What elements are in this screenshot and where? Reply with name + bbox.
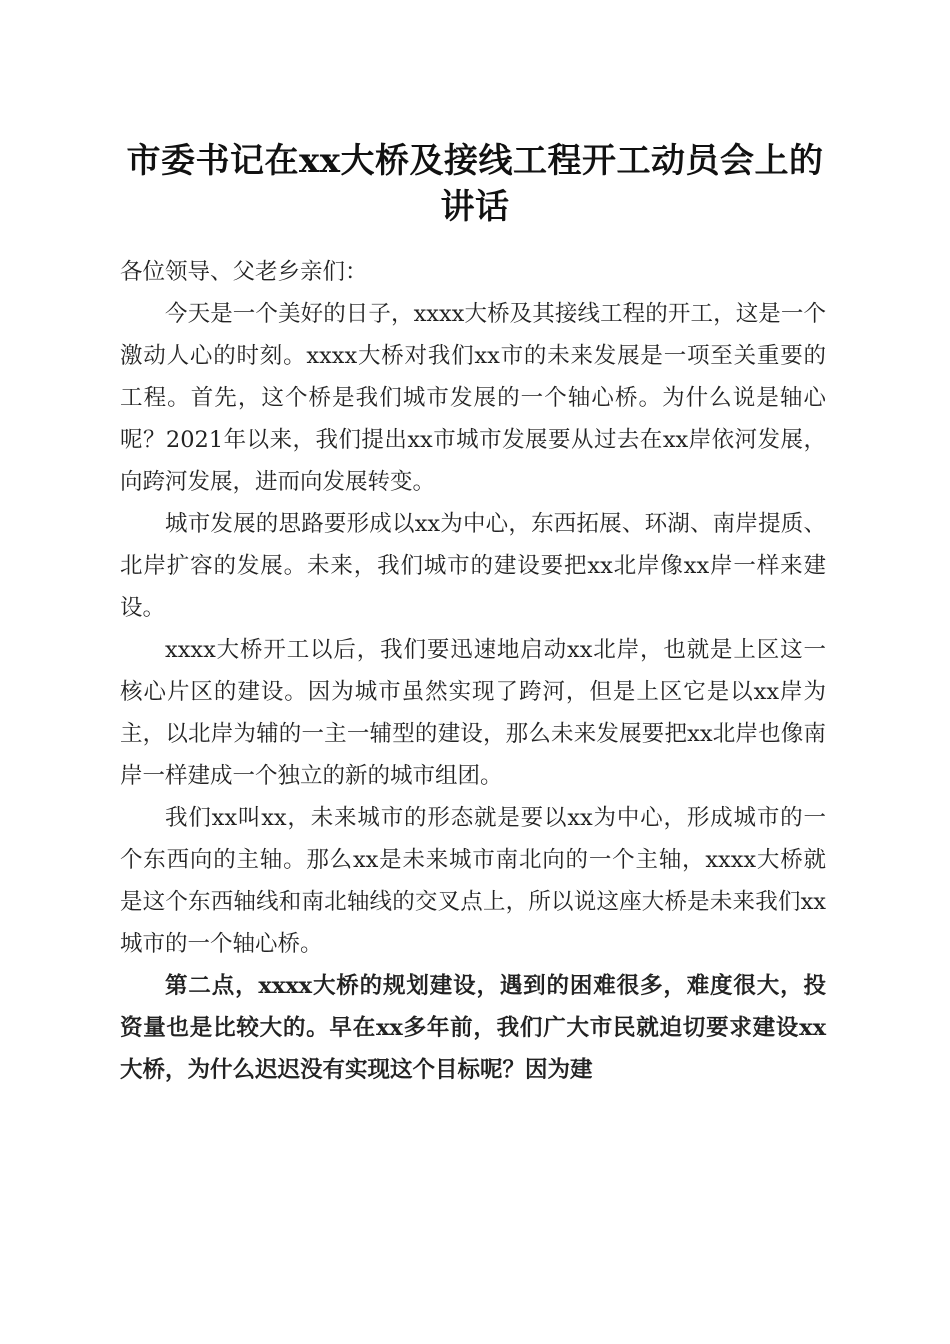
paragraph-1: 今天是一个美好的日子，xxxx大桥及其接线工程的开工，这是一个激动人心的时刻。xxxx大桥对我们xx市的未来发展是一项至关重要的工程。首先，这个桥是我们城市发展的一个轴心桥。为什么说是轴心呢？2021年以来，我们提出xx市城市发展要从过去在xx岸依河发展，向跨河发展，进而向发展转变。 <box>120 301 826 495</box>
document-body <box>120 251 826 1091</box>
document-title: 市委书记在xx大桥及接线工程开工动员会上的讲话 <box>126 141 824 227</box>
paragraph-3: xxxx大桥开工以后，我们要迅速地启动xx北岸，也就是上区这一核心片区的建设。因为城市虽然实现了跨河，但是上区它是以xx岸为主，以北岸为辅的一主一辅型的建设，那么未来发展要把xx北岸也像南岸一样建成一个独立的新的城市组团。 <box>120 637 826 789</box>
paragraph-5: 第二点，xxxx大桥的规划建设，遇到的困难很多，难度很大，投资量也是比较大的。早在xx多年前，我们广大市民就迫切要求建设xx大桥，为什么迟迟没有实现这个目标呢？因为建 <box>120 973 826 1083</box>
salutation: 各位领导、父老乡亲们： <box>120 259 368 285</box>
paragraph-2: 城市发展的思路要形成以xx为中心，东西拓展、环湖、南岸提质、北岸扩容的发展。未来，我们城市的建设要把xx北岸像xx岸一样来建设。 <box>120 511 826 621</box>
paragraph-4: 我们xx叫xx，未来城市的形态就是要以xx为中心，形成城市的一个东西向的主轴。那么xx是未来城市南北向的一个主轴，xxxx大桥就是这个东西轴线和南北轴线的交叉点上，所以说这座大桥是未来我们xx城市的一个轴心桥。 <box>120 805 826 957</box>
